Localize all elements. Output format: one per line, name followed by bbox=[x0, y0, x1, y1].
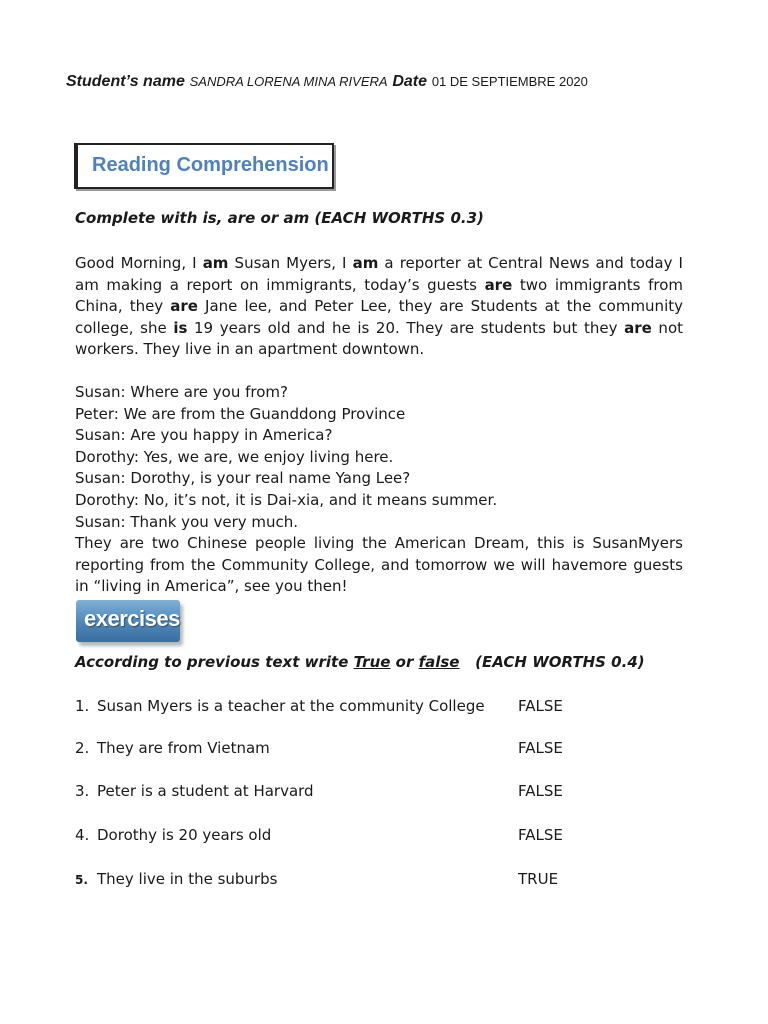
dialogue-line: Dorothy: No, it’s not, it is Dai-xia, and it means summer. bbox=[75, 490, 498, 509]
exercises-badge-label: exercises bbox=[84, 606, 180, 631]
true-word: True bbox=[353, 653, 391, 671]
answer-is: is bbox=[173, 318, 188, 337]
question-row bbox=[75, 697, 695, 719]
student-name-label: Student’s name bbox=[66, 73, 185, 90]
question-answer: FALSE bbox=[518, 782, 563, 800]
dialogue-block bbox=[75, 382, 683, 598]
dialogue-line: Susan: Thank you very much. bbox=[75, 512, 299, 531]
question-number: 5. bbox=[75, 873, 88, 887]
dialogue-line: Susan: Are you happy in America? bbox=[75, 426, 333, 445]
reading-paragraph bbox=[75, 253, 683, 361]
instruction-complete: Complete with is, are or am (EACH WORTHS 0.3) bbox=[75, 209, 484, 227]
answer-are-1: are bbox=[484, 275, 513, 294]
section-title: Reading Comprehension bbox=[92, 154, 329, 176]
question-row bbox=[75, 739, 695, 761]
paragraph-text: not workers. They live in an apartment downtown. bbox=[75, 318, 684, 358]
question-number: 1. bbox=[75, 697, 90, 715]
closing-paragraph: They are two Chinese people living the American Dream, this is SusanMyers reporting from the Community College, and tomorrow we will havemore guests in “living in America”, see you then! bbox=[75, 534, 683, 596]
question-text: They live in the suburbs bbox=[97, 870, 278, 888]
question-answer: TRUE bbox=[518, 870, 559, 888]
answer-are-3: are bbox=[624, 318, 652, 337]
question-row bbox=[75, 870, 695, 892]
question-number: 4. bbox=[75, 826, 90, 844]
date-value: 01 DE SEPTIEMBRE 2020 bbox=[431, 74, 588, 89]
dialogue-line: Peter: We are from the Guanddong Province bbox=[75, 404, 406, 423]
question-number: 2. bbox=[75, 739, 90, 757]
exercises-badge bbox=[76, 600, 180, 642]
question-answer: FALSE bbox=[518, 697, 563, 715]
section-title-box bbox=[74, 143, 334, 189]
paragraph-text: 19 years old and he is 20. They are students but they bbox=[187, 318, 625, 337]
paragraph-text: Jane lee, and Peter Lee, they are Students at the community college, she bbox=[75, 297, 683, 337]
question-answer: FALSE bbox=[518, 739, 563, 757]
student-header bbox=[66, 72, 588, 91]
instruction-text: or bbox=[390, 653, 419, 671]
dialogue-line: Susan: Where are you from? bbox=[75, 383, 288, 401]
question-row bbox=[75, 782, 695, 804]
question-number: 3. bbox=[75, 782, 90, 800]
student-name-value: SANDRA LORENA MINA RIVERA bbox=[189, 74, 388, 89]
instruction-text: (EACH WORTHS 0.4) bbox=[459, 653, 645, 671]
answer-am-2: am bbox=[352, 254, 379, 272]
instruction-true-false bbox=[75, 653, 645, 671]
question-row bbox=[75, 826, 695, 848]
dialogue-line: Susan: Dorothy, is your real name Yang Lee? bbox=[75, 469, 411, 488]
question-answer: FALSE bbox=[518, 826, 563, 844]
dialogue-line: Dorothy: Yes, we are, we enjoy living here. bbox=[75, 447, 394, 466]
false-word: false bbox=[418, 653, 460, 671]
instruction-text: According to previous text write bbox=[75, 653, 354, 671]
answer-am-1: am bbox=[202, 254, 229, 272]
date-label: Date bbox=[392, 73, 428, 90]
question-text: Dorothy is 20 years old bbox=[97, 826, 272, 844]
paragraph-text: Good Morning, I bbox=[75, 254, 203, 272]
question-text: Susan Myers is a teacher at the community College bbox=[97, 697, 485, 715]
paragraph-text: two immigrants from China, they bbox=[75, 275, 684, 315]
answer-are-2: are bbox=[170, 297, 198, 315]
question-text: Peter is a student at Harvard bbox=[97, 782, 314, 800]
paragraph-text: a reporter at Central News and today I am making a report on immigrants, today’s guests bbox=[75, 254, 683, 294]
paragraph-text: Susan Myers, I bbox=[228, 254, 353, 272]
question-text: They are from Vietnam bbox=[97, 739, 270, 757]
